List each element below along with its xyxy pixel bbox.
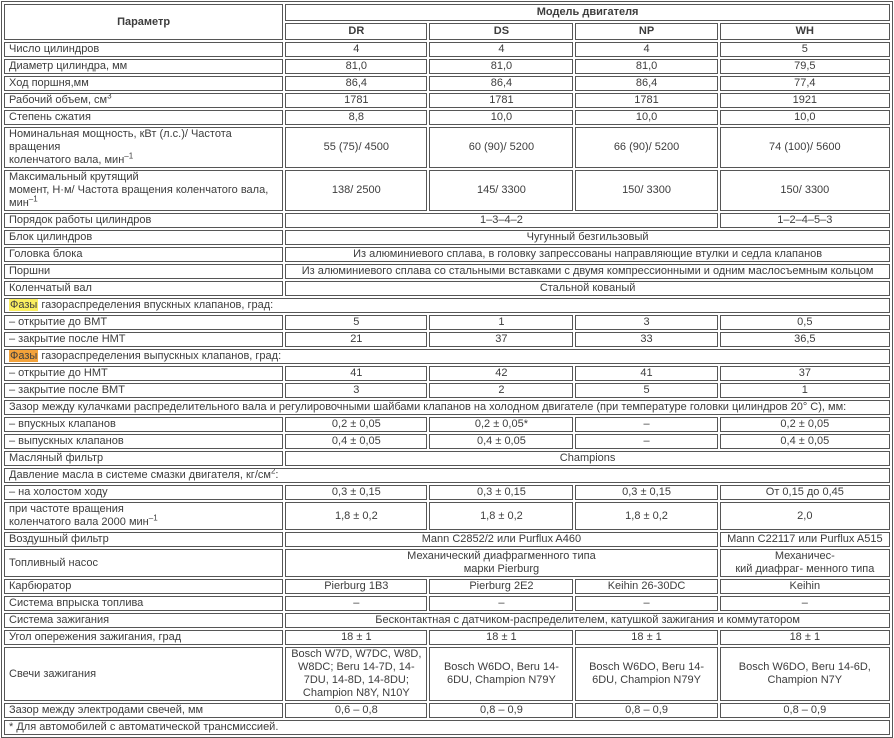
spec-row — [4, 613, 890, 628]
search-highlight-orange: Фазы — [10, 350, 38, 362]
spec-value: 79,5 — [720, 59, 890, 74]
spec-row — [4, 417, 890, 432]
spec-value: 3 — [285, 383, 427, 398]
spec-value: 0,4 ± 0,05 — [429, 434, 573, 449]
superscript: –1 — [124, 151, 134, 161]
spec-value: – — [575, 434, 717, 449]
spec-value: Pierburg 1B3 — [285, 579, 427, 594]
spec-value: 0,2 ± 0,05 — [720, 417, 890, 432]
param-label: – на холостом ходу — [4, 485, 283, 500]
spec-value: Champions — [285, 451, 890, 466]
spec-value: 86,4 — [429, 76, 573, 91]
param-label: Коленчатый вал — [4, 281, 283, 296]
spec-value: 77,4 — [720, 76, 890, 91]
spec-value: 33 — [575, 332, 717, 347]
spec-row — [4, 383, 890, 398]
spec-value: 10,0 — [575, 110, 717, 125]
spec-value: 0,2 ± 0,05 — [285, 417, 427, 432]
spec-value: 18 ± 1 — [429, 630, 573, 645]
param-label: Зазор между электродами свечей, мм — [4, 703, 283, 718]
spec-row — [4, 230, 890, 245]
spec-value: – — [429, 596, 573, 611]
spec-row — [4, 315, 890, 330]
column-header-model-ds: DS — [429, 23, 573, 40]
spec-row — [4, 549, 890, 577]
spec-value: 0,4 ± 0,05 — [285, 434, 427, 449]
param-label: при частоте вращения коленчатого вала 2000 мин$^{-1}$ — [4, 502, 283, 530]
spec-row — [4, 703, 890, 718]
spec-value: Из алюминиевого сплава, в головку запрессованы направляющие втулки и седла клапанов — [285, 247, 890, 262]
spec-row — [4, 170, 890, 211]
column-header-model-np: NP — [575, 23, 717, 40]
section-label: Фазы газораспределения выпускных клапанов, град: — [4, 349, 890, 364]
footnote-row — [4, 720, 890, 735]
footnote-label: * Для автомобилей с автоматической трансмиссией. — [4, 720, 890, 735]
spec-value: Бесконтактная с датчиком-распределителем, катушкой зажигания и коммутатором — [285, 613, 890, 628]
param-label: Диаметр цилиндра, мм — [4, 59, 283, 74]
spec-value: 8,8 — [285, 110, 427, 125]
spec-value: 74 (100)/ 5600 — [720, 127, 890, 168]
spec-row — [4, 42, 890, 57]
spec-value: 3 — [575, 315, 717, 330]
spec-value: Mann C22117 или Purflux A515 — [720, 532, 890, 547]
param-label: Система зажигания — [4, 613, 283, 628]
section-label: Давление масла в системе смазки двигателя, $кг/см^2$: — [4, 468, 890, 483]
spec-value: 81,0 — [575, 59, 717, 74]
spec-value: 1781 — [285, 93, 427, 108]
param-label: Карбюратор — [4, 579, 283, 594]
spec-value: 2 — [429, 383, 573, 398]
param-label: – закрытие после ВМТ — [4, 383, 283, 398]
spec-value: Стальной кованый — [285, 281, 890, 296]
header-row-group — [4, 4, 890, 21]
spec-value: Keihin — [720, 579, 890, 594]
spec-row — [4, 579, 890, 594]
spec-row — [4, 434, 890, 449]
spec-row — [4, 332, 890, 347]
spec-value: Mann C2852/2 или Purflux A460 — [285, 532, 717, 547]
spec-value: – — [575, 596, 717, 611]
spec-row — [4, 213, 890, 228]
spec-row — [4, 76, 890, 91]
param-label: – открытие до НМТ — [4, 366, 283, 381]
search-highlight-yellow: Фазы — [10, 299, 38, 311]
spec-value: 86,4 — [575, 76, 717, 91]
spec-row — [4, 485, 890, 500]
spec-row — [4, 93, 890, 108]
spec-value: 4 — [429, 42, 573, 57]
spec-value: Bosch W6DO, Beru 14-6D, Champion N7Y — [720, 647, 890, 701]
spec-row — [4, 596, 890, 611]
spec-row — [4, 281, 890, 296]
spec-value: 81,0 — [285, 59, 427, 74]
section-row — [4, 468, 890, 483]
spec-value: 0,8 – 0,9 — [575, 703, 717, 718]
param-label: Головка блока — [4, 247, 283, 262]
spec-value: 0,8 – 0,9 — [429, 703, 573, 718]
spec-value: 1,8 ± 0,2 — [429, 502, 573, 530]
spec-value: 1921 — [720, 93, 890, 108]
spec-value: 1,8 ± 0,2 — [575, 502, 717, 530]
spec-value: – — [285, 596, 427, 611]
spec-value: – — [575, 417, 717, 432]
param-label: Поршни — [4, 264, 283, 279]
section-row — [4, 400, 890, 415]
spec-value: 0,3 ± 0,15 — [285, 485, 427, 500]
param-label: Число цилиндров — [4, 42, 283, 57]
param-label: Ход поршня,мм — [4, 76, 283, 91]
spec-value: Pierburg 2E2 — [429, 579, 573, 594]
spec-value: 150/ 3300 — [575, 170, 717, 211]
engine-spec-table — [1, 1, 893, 738]
superscript: –1 — [28, 194, 38, 204]
spec-row — [4, 502, 890, 530]
spec-value: 66 (90)/ 5200 — [575, 127, 717, 168]
spec-value: 0,4 ± 0,05 — [720, 434, 890, 449]
spec-value: 18 ± 1 — [285, 630, 427, 645]
param-label: – выпускных клапанов — [4, 434, 283, 449]
section-label: Зазор между кулачками распределительного вала и регулировочными шайбами клапанов на холодном двигателе (при температуре головки цилиндров 20° С), мм: — [4, 400, 890, 415]
spec-value: 86,4 — [285, 76, 427, 91]
spec-value: Механический диафрагменного типа марки Pierburg — [285, 549, 717, 577]
spec-value: 1781 — [575, 93, 717, 108]
spec-value: 0,2 ± 0,05* — [429, 417, 573, 432]
param-label: Номинальная мощность, кВт (л.с.)/ Частота вращения коленчатого вала, мин$^{-1}$ — [4, 127, 283, 168]
spec-value: 4 — [285, 42, 427, 57]
section-row — [4, 298, 890, 313]
spec-value: 10,0 — [429, 110, 573, 125]
spec-row — [4, 630, 890, 645]
spec-value: 145/ 3300 — [429, 170, 573, 211]
param-label: – впускных клапанов — [4, 417, 283, 432]
param-label: Рабочий объем, $см^3$ — [4, 93, 283, 108]
spec-value: – — [720, 596, 890, 611]
spec-row — [4, 366, 890, 381]
spec-value: От 0,15 до 0,45 — [720, 485, 890, 500]
spec-row — [4, 264, 890, 279]
spec-value: 0,8 – 0,9 — [720, 703, 890, 718]
spec-row — [4, 532, 890, 547]
section-row — [4, 349, 890, 364]
spec-value: Bosch W7D, W7DC, W8D, W8DC; Beru 14-7D, 14-7DU, 14-8D, 14-8DU; Champion N8Y, N10Y — [285, 647, 427, 701]
spec-value: Keihin 26-30DC — [575, 579, 717, 594]
column-header-engine-model-group: Модель двигателя — [285, 4, 890, 21]
spec-value: 0,3 ± 0,15 — [429, 485, 573, 500]
spec-value: 138/ 2500 — [285, 170, 427, 211]
spec-value: 0,6 – 0,8 — [285, 703, 427, 718]
spec-value: 10,0 — [720, 110, 890, 125]
param-label: – закрытие после НМТ — [4, 332, 283, 347]
superscript: 3 — [107, 93, 112, 101]
spec-value: 150/ 3300 — [720, 170, 890, 211]
column-header-parameter: Параметр — [4, 4, 283, 40]
spec-value: 5 — [285, 315, 427, 330]
spec-value: 55 (75)/ 4500 — [285, 127, 427, 168]
spec-value: 0,5 — [720, 315, 890, 330]
param-label: Степень сжатия — [4, 110, 283, 125]
spec-value: 1–3–4–2 — [285, 213, 717, 228]
param-label: Топливный насос — [4, 549, 283, 577]
spec-row — [4, 110, 890, 125]
spec-value: 1,8 ± 0,2 — [285, 502, 427, 530]
spec-value: 0,3 ± 0,15 — [575, 485, 717, 500]
spec-value: 37 — [720, 366, 890, 381]
spec-value: 1 — [429, 315, 573, 330]
spec-value: 18 ± 1 — [575, 630, 717, 645]
spec-value: 36,5 — [720, 332, 890, 347]
spec-value: 41 — [575, 366, 717, 381]
spec-value: 5 — [575, 383, 717, 398]
spec-row — [4, 451, 890, 466]
spec-value: 1 — [720, 383, 890, 398]
spec-value: 4 — [575, 42, 717, 57]
spec-value: Механичес- кий диафраг- менного типа — [720, 549, 890, 577]
spec-value: 1–2–4–5–3 — [720, 213, 890, 228]
column-header-model-dr: DR — [285, 23, 427, 40]
section-label: Фазы газораспределения впускных клапанов, град: — [4, 298, 890, 313]
superscript: 2 — [270, 468, 276, 476]
param-label: Масляный фильтр — [4, 451, 283, 466]
spec-value: 21 — [285, 332, 427, 347]
spec-value: Bosch W6DO, Beru 14-6DU, Champion N79Y — [575, 647, 717, 701]
spec-row — [4, 127, 890, 168]
param-label: Угол опережения зажигания, град — [4, 630, 283, 645]
spec-value: 18 ± 1 — [720, 630, 890, 645]
param-label: Блок цилиндров — [4, 230, 283, 245]
spec-value: 2,0 — [720, 502, 890, 530]
spec-row — [4, 247, 890, 262]
param-label: Порядок работы цилиндров — [4, 213, 283, 228]
param-label: Свечи зажигания — [4, 647, 283, 701]
spec-value: Из алюминиевого сплава со стальными вставками с двумя компрессионными и одним маслосъемным кольцом — [285, 264, 890, 279]
spec-row — [4, 59, 890, 74]
spec-value: 42 — [429, 366, 573, 381]
spec-value: 37 — [429, 332, 573, 347]
spec-value: 1781 — [429, 93, 573, 108]
spec-table-body — [4, 42, 890, 735]
spec-row — [4, 647, 890, 701]
spec-value: Чугунный безгильзовый — [285, 230, 890, 245]
spec-value: 5 — [720, 42, 890, 57]
column-header-model-wh: WH — [720, 23, 890, 40]
param-label: Воздушный фильтр — [4, 532, 283, 547]
spec-value: 60 (90)/ 5200 — [429, 127, 573, 168]
spec-value: Bosch W6DO, Beru 14-6DU, Champion N79Y — [429, 647, 573, 701]
param-label: Система впрыска топлива — [4, 596, 283, 611]
spec-value: 81,0 — [429, 59, 573, 74]
param-label: – открытие до ВМТ — [4, 315, 283, 330]
superscript: –1 — [148, 513, 158, 523]
spec-value: 41 — [285, 366, 427, 381]
param-label: Максимальный крутящий момент, Н·м/ Частота вращения коленчатого вала, мин$^{-1}$ — [4, 170, 283, 211]
